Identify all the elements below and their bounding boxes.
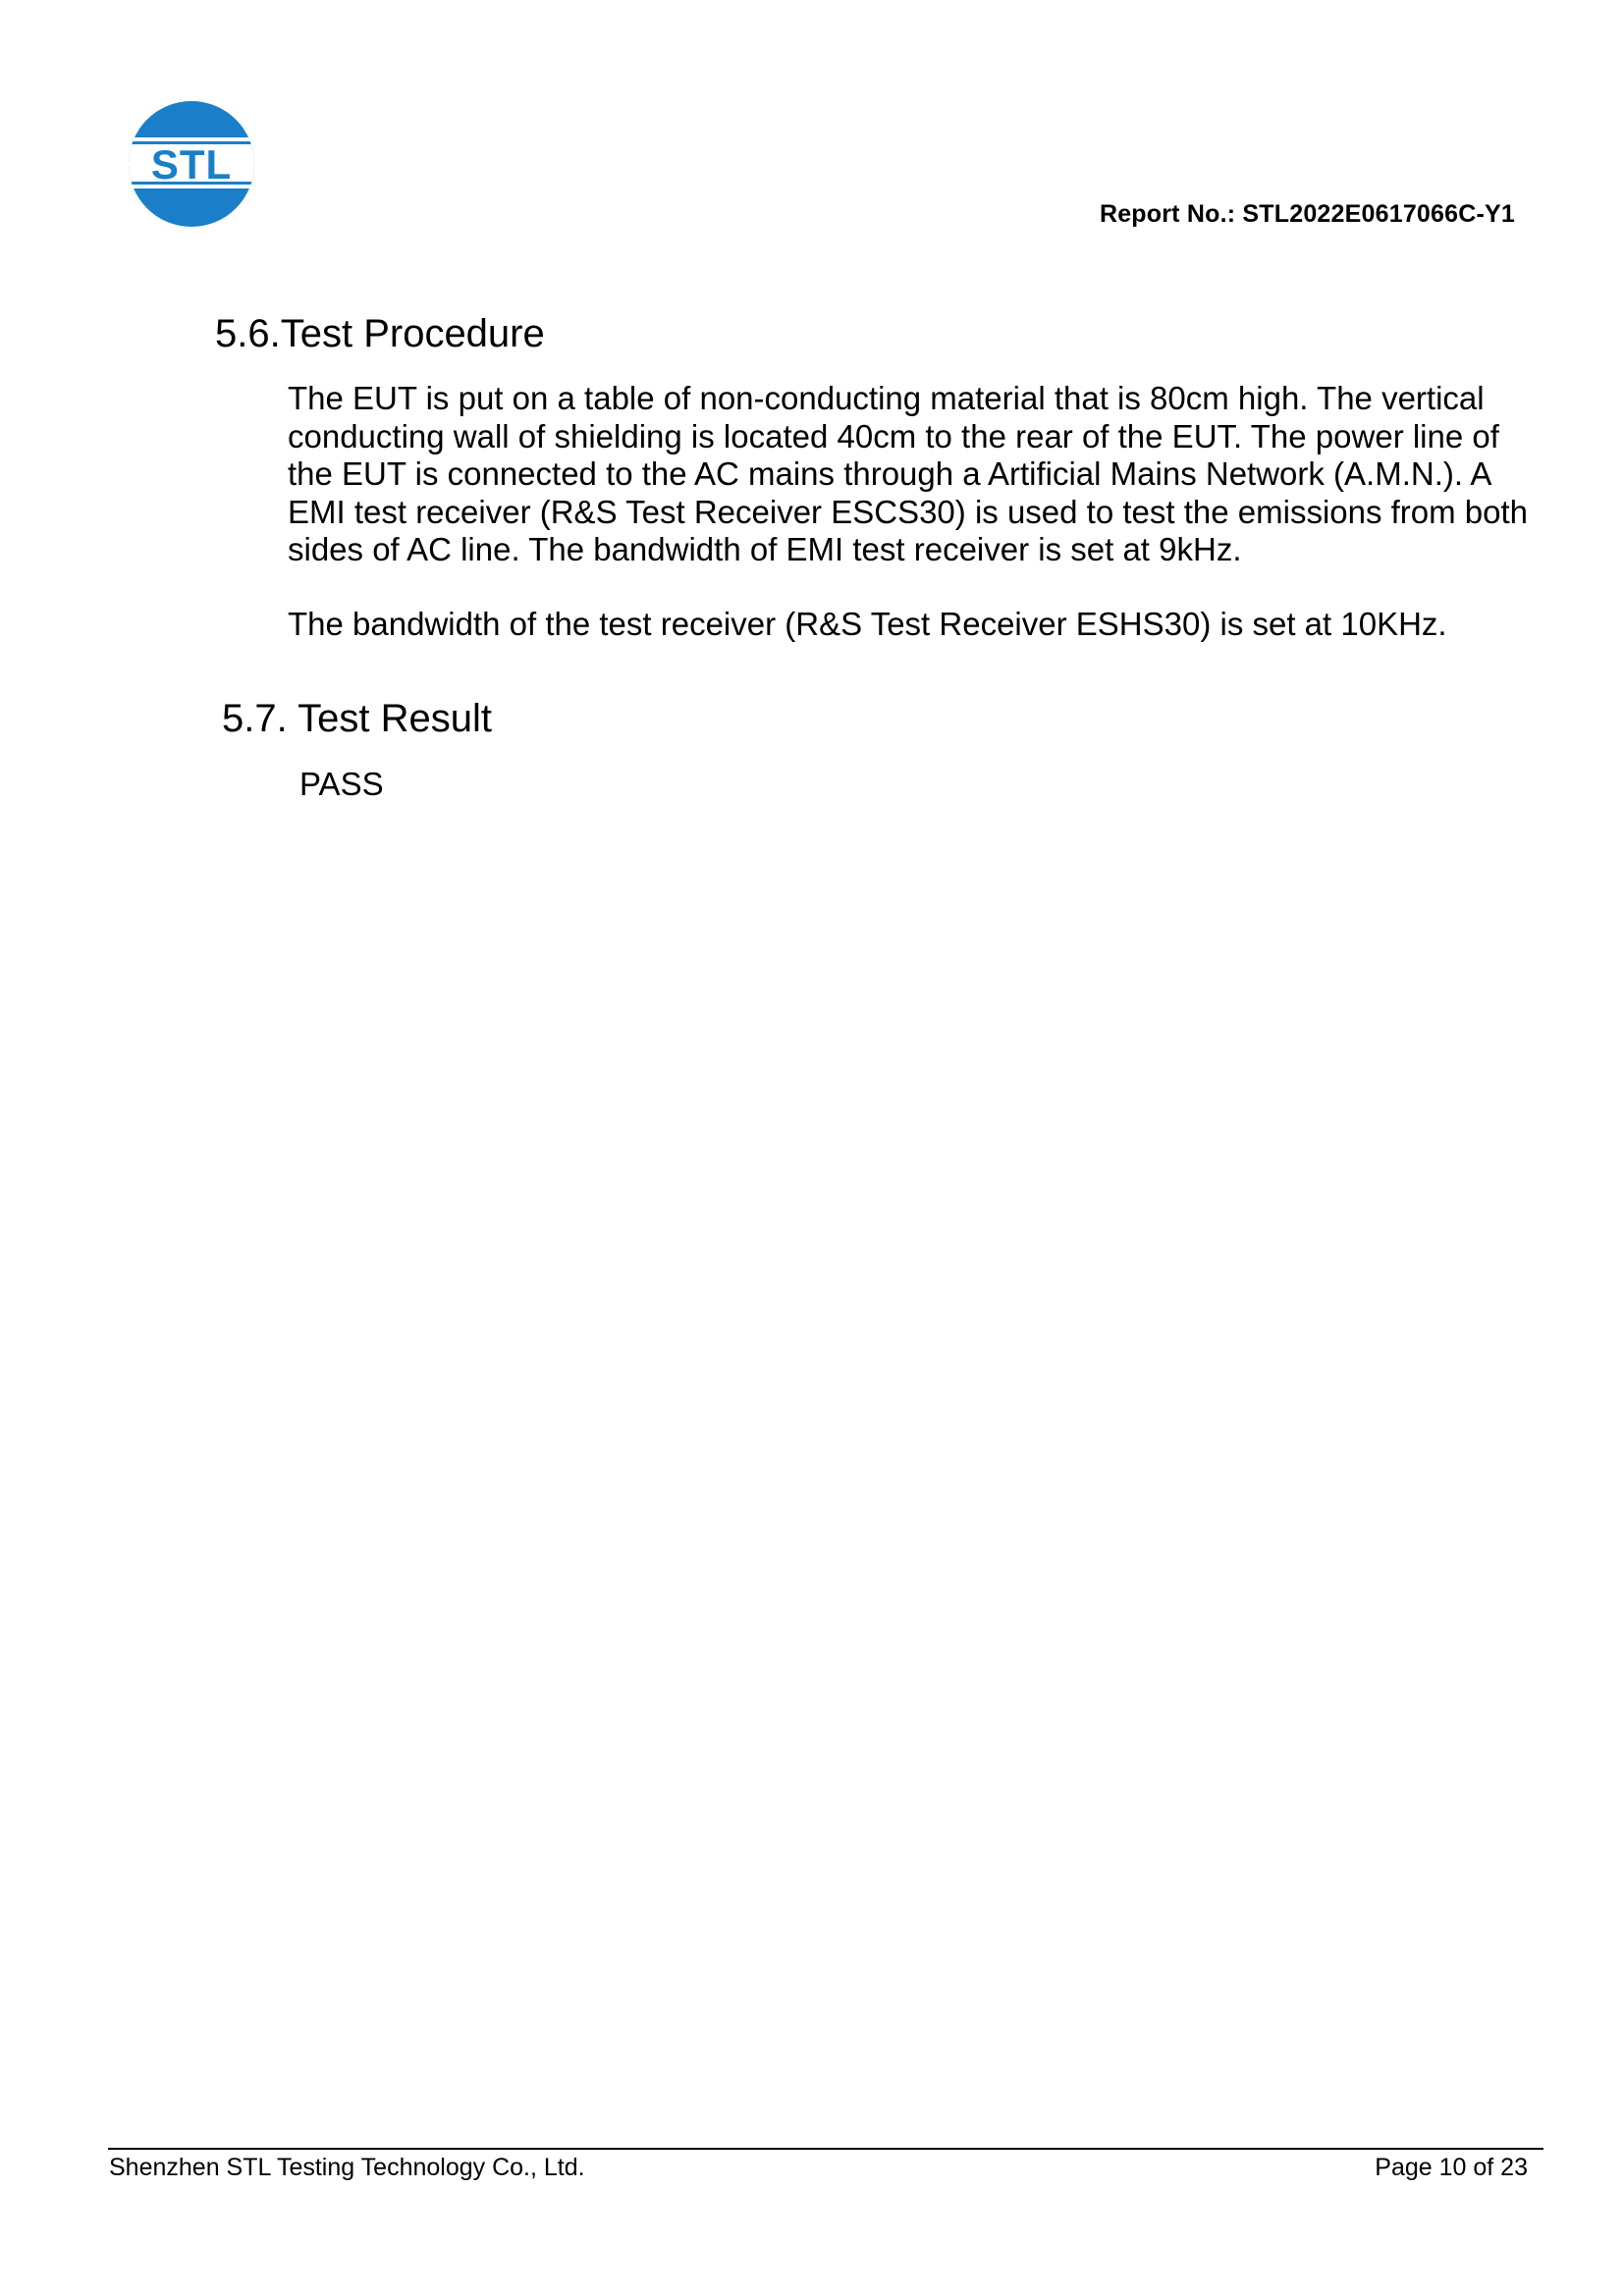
procedure-paragraph-2: The bandwidth of the test receiver (R&S Test Receiver ESHS30) is set at 10KHz. <box>288 606 1447 642</box>
stl-logo <box>126 98 257 230</box>
section-title-test-result: 5.7. Test Result <box>222 697 492 740</box>
footer-divider <box>108 2148 1543 2150</box>
footer-page-number: Page 10 of 23 <box>1375 2154 1528 2181</box>
footer-company: Shenzhen STL Testing Technology Co., Ltd. <box>109 2154 585 2181</box>
logo-text: STL <box>150 141 233 187</box>
section-title-test-procedure: 5.6.Test Procedure <box>215 312 545 355</box>
test-result-value: PASS <box>299 766 384 802</box>
report-number: Report No.: STL2022E0617066C-Y1 <box>1099 200 1515 228</box>
procedure-paragraph-1: The EUT is put on a table of non-conducting material that is 80cm high. The vertical conducting wall of shielding is located 40cm to the rear of the EUT. The power line of the EUT is connected to the AC mains through a Artificial Mains Network (A.M.N.). A EMI test receiver (R&S Test Receiver ESCS30) is used to test the emissions from both sides of AC line. The bandwidth of EMI test receiver is set at 9kHz. <box>288 380 1529 567</box>
